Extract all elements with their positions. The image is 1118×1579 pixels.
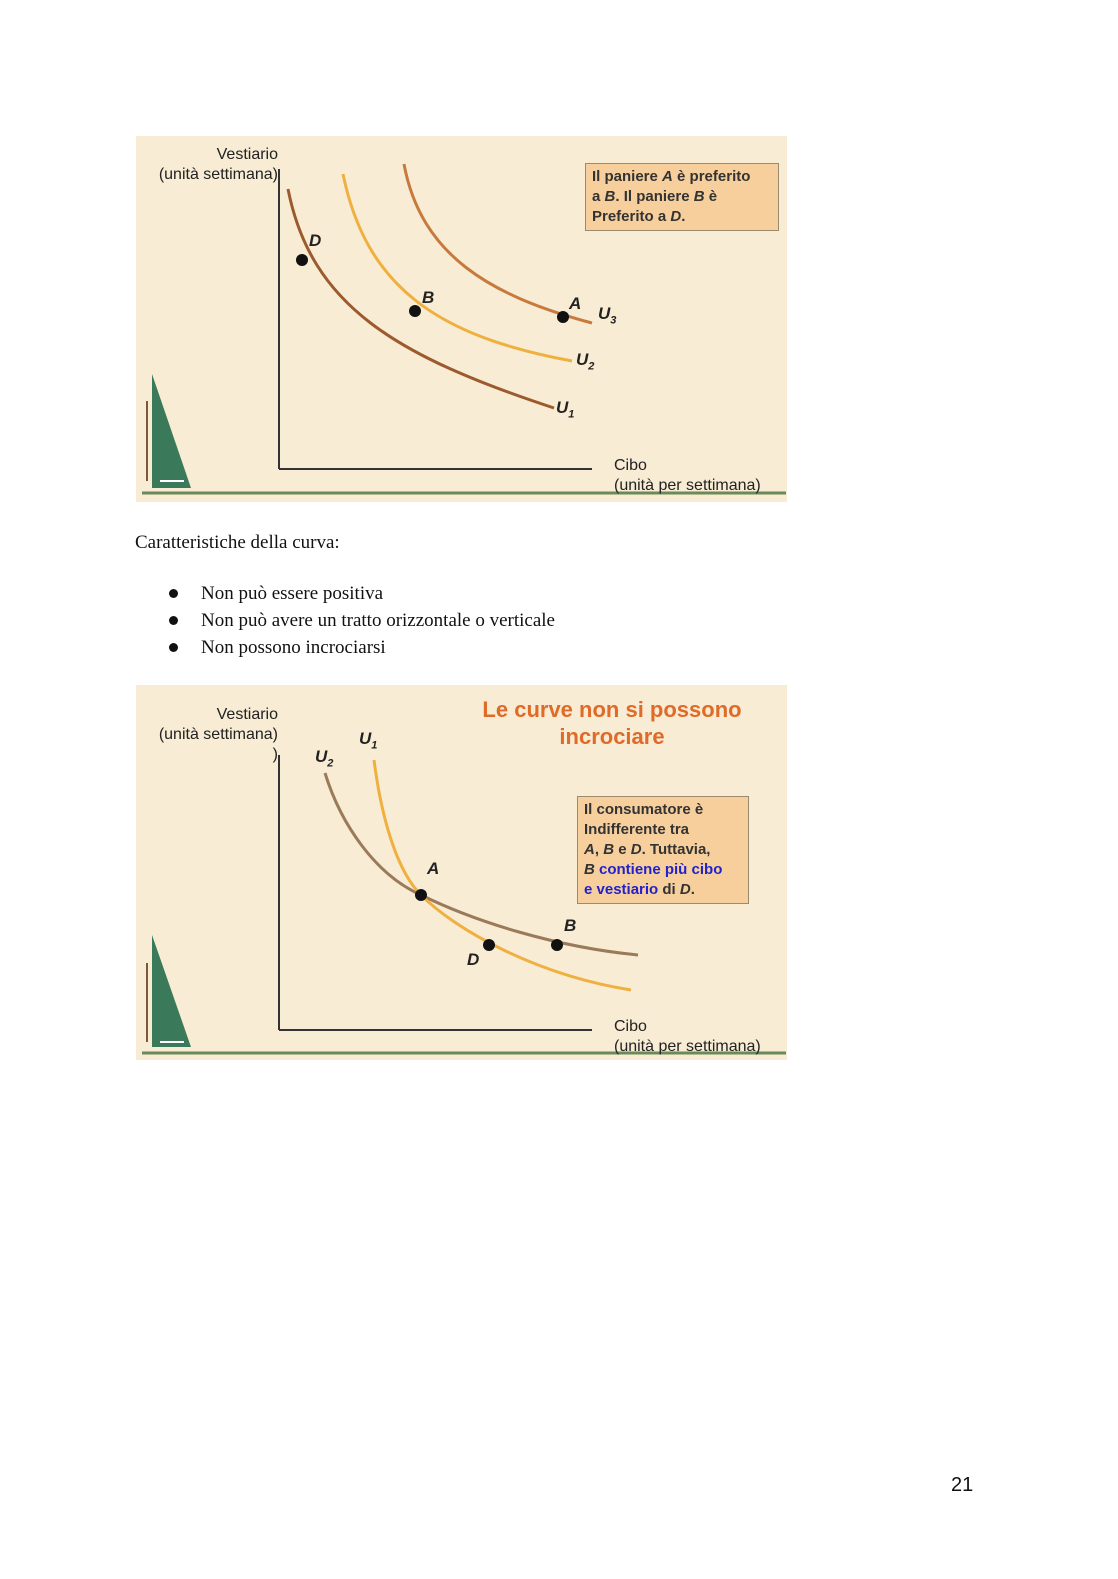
curve-label-u2 [576,350,594,372]
curve-label-sub: 2 [327,757,334,770]
list-item [135,580,555,607]
callout-line4 [584,860,742,880]
characteristics-list [135,580,555,661]
callout-em: D [630,841,642,858]
callout-text: e [614,841,631,858]
indifference-map-figure [136,136,787,502]
point-d [483,939,495,951]
curve-label-u3 [598,304,616,326]
callout-em: A [662,168,673,185]
point-label-d: D [467,950,480,969]
curve-u1 [288,189,554,408]
callout-text: di [658,881,680,898]
y-axis-label-line2: (unità settimana) [158,726,278,743]
figure-title [442,696,782,750]
curve-label-name: U [359,729,372,748]
callout-em: B [603,841,615,858]
point-b [409,305,421,317]
point-a [415,889,427,901]
bullet-icon [169,589,178,598]
preference-callout [585,163,779,231]
y-axis-label-line2: (unità settimana) [158,166,278,183]
curve-label-sub: 1 [568,408,575,421]
curve-u2 [343,174,572,361]
callout-text: è [704,188,718,205]
x-axis-label [614,1017,761,1057]
y-axis-label-line3: ) [272,746,278,763]
x-axis-label-line1: Cibo [614,457,647,474]
indifference-callout [577,796,749,904]
callout-line1: Il consumatore è [584,801,704,818]
callout-text: è preferito [672,168,751,185]
list-item [135,634,555,661]
point-label-b: B [422,288,435,307]
y-axis-label-line1: Vestiario [216,706,278,723]
callout-highlight: e vestiario [584,881,659,898]
callout-text: . [690,881,695,898]
y-axis-label-line1: Vestiario [216,146,278,163]
curve-label-name: U [556,398,569,417]
bullet-icon [169,616,178,625]
point-a [557,311,569,323]
list-item-text: Non può avere un tratto orizzontale o verticale [201,610,555,631]
callout-text: . [681,208,686,225]
callout-line3 [592,207,772,227]
list-item-text: Non possono incrociarsi [201,637,386,658]
figure-title-line1: Le curve non si possono [482,697,742,722]
curve-label-u1 [359,729,377,751]
curve-label-sub: 1 [371,739,378,752]
callout-line3 [584,840,742,860]
curve-label-u2 [315,747,333,769]
point-label-b: B [564,916,577,935]
point-label-a: A [427,859,440,878]
decorative-triangle [152,935,191,1047]
callout-line5 [584,880,742,900]
list-item-text: Non può essere positiva [201,583,384,604]
list-item [135,607,555,634]
x-axis-label-line2: (unità per settimana) [614,477,761,494]
y-axis-label [136,145,278,185]
curve-label-sub: 2 [588,360,595,373]
callout-line2 [592,187,772,207]
point-b [551,939,563,951]
callout-line1 [592,167,772,187]
intro-text: Caratteristiche della curva: [135,532,340,553]
callout-em: B [584,861,595,878]
crossing-curves-figure [136,685,787,1060]
curve-label-name: U [598,304,611,323]
y-axis-label [136,705,278,765]
point-d [296,254,308,266]
curve-label-u1 [556,398,574,420]
callout-em: A [584,841,595,858]
point-label-d: D [309,231,322,250]
x-axis-label [614,456,761,496]
x-axis-label-line1: Cibo [614,1018,647,1035]
callout-text: a [592,188,605,205]
callout-em: B [693,188,705,205]
callout-em: D [679,881,691,898]
callout-em: D [670,208,682,225]
x-axis-label-line2: (unità per settimana) [614,1038,761,1055]
figure-title-line2: incrociare [559,724,665,749]
bullet-icon [169,643,178,652]
callout-line2: Indifferente tra [584,821,690,838]
callout-text: . Tuttavia, [641,841,711,858]
page-number: 21 [951,1474,974,1496]
curve-label-name: U [315,747,328,766]
decorative-triangle [152,374,191,488]
callout-text: . Il paniere [615,188,694,205]
callout-em: B [604,188,616,205]
callout-text: Preferito a [592,208,671,225]
callout-text: Il paniere [592,168,663,185]
callout-highlight: contiene più cibo [594,861,723,878]
point-label-a: A [569,294,582,313]
curve-label-sub: 3 [610,314,617,327]
curve-label-name: U [576,350,589,369]
callout-text: , [594,841,604,858]
